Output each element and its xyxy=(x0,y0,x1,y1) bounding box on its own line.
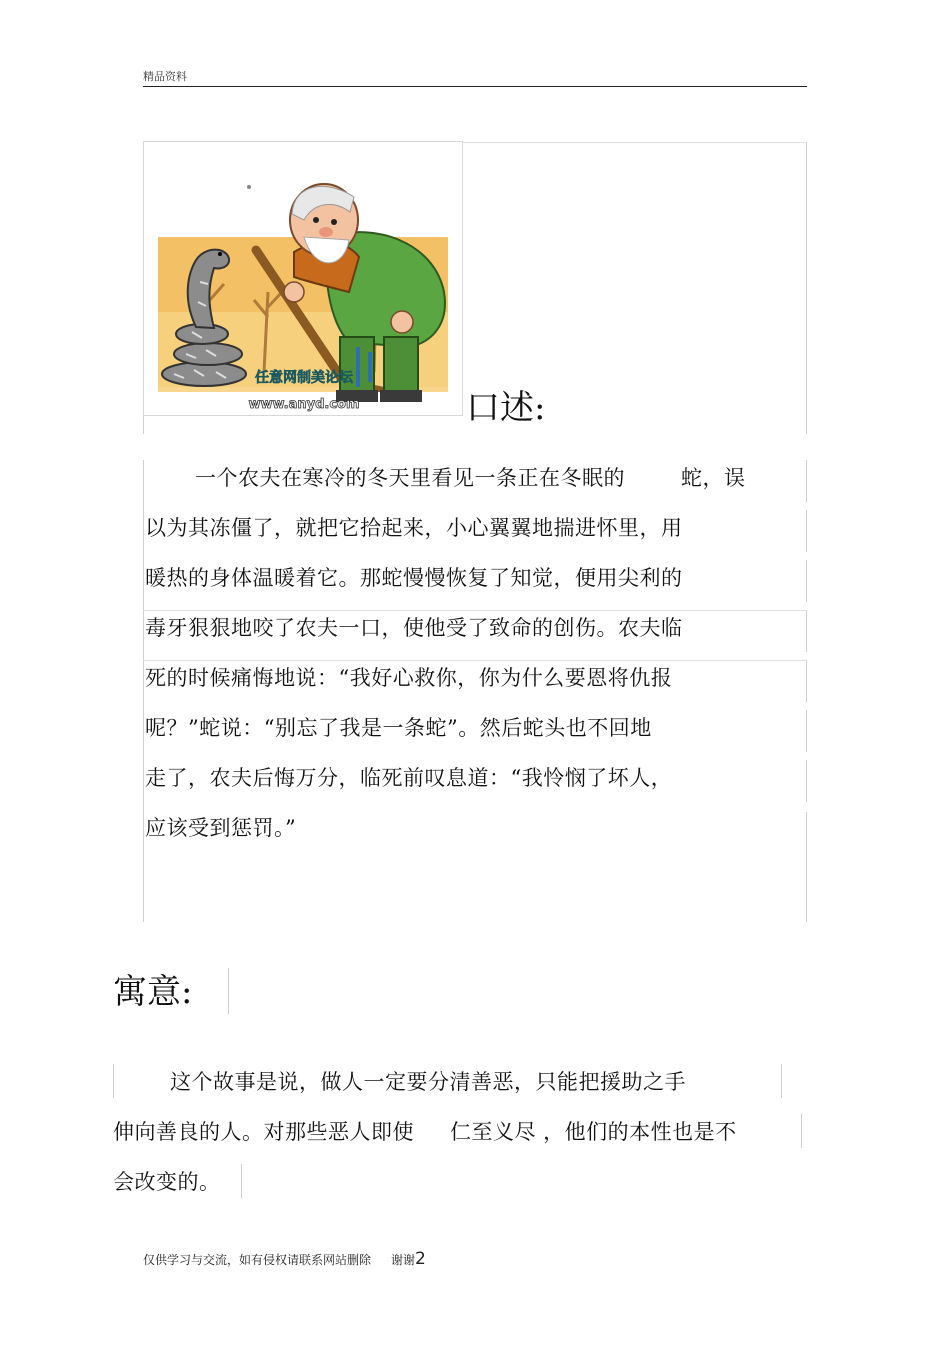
watermark-top: 任意网制美论坛 xyxy=(255,370,353,386)
frame-line-right xyxy=(801,1114,802,1148)
frame-line-right xyxy=(806,812,807,922)
header-rule xyxy=(143,86,807,87)
frame-line-left xyxy=(143,416,144,434)
frame-line-left xyxy=(143,460,144,922)
footer-thanks: 谢谢 xyxy=(391,1253,416,1267)
farmer-snake-illustration xyxy=(143,141,463,416)
frame-line-right xyxy=(806,710,807,752)
frame-line-top xyxy=(463,142,807,143)
story-line-1 xyxy=(195,463,746,493)
frame-line-right xyxy=(806,142,807,434)
frame-line-right xyxy=(241,1164,242,1198)
frame-line-right xyxy=(806,510,807,552)
story-line-5: 死的时候痛悔地说：“我好心救你，你为什么要恩将仇报 xyxy=(145,666,673,690)
story-line-7: 走了，农夫后悔万分，临死前叹息道：“我怜悯了坏人， xyxy=(145,766,673,790)
story-line-3: 暖热的身体温暖着它。那蛇慢慢恢复了知觉，便用尖利的 xyxy=(145,566,683,590)
story-line-6: 呢？”蛇说：“别忘了我是一条蛇”。然后蛇头也不回地 xyxy=(145,716,652,740)
moral-line-1: 这个故事是说，做人一定要分清善恶，只能把援助之手 xyxy=(170,1070,686,1094)
moral-title: 寓意: xyxy=(113,972,193,1012)
frame-line-right xyxy=(806,660,807,702)
moral-line-2 xyxy=(113,1117,737,1147)
frame-line-right xyxy=(806,760,807,802)
footer xyxy=(143,1249,426,1269)
frame-line-right xyxy=(781,1064,782,1098)
frame-line-right xyxy=(806,610,807,652)
moral-line-2-before: 伸向善良的人。对那些恶人即使 xyxy=(113,1120,414,1144)
watermark-bottom: www.anyd.com xyxy=(248,397,360,412)
story-line-1-before: 一个农夫在寒冷的冬天里看见一条正在冬眠的 xyxy=(195,466,625,490)
frame-line-left xyxy=(113,1064,114,1098)
frame-line-right xyxy=(806,460,807,502)
frame-line-right xyxy=(806,560,807,602)
moral-line-2-after: 仁至义尽 ，他们的本性也是不 xyxy=(450,1120,737,1144)
header-label: 精品资料 xyxy=(143,70,187,83)
frame-line-right xyxy=(228,968,229,1014)
footer-text: 仅供学习与交流，如有侵权请联系网站删除 xyxy=(143,1253,372,1267)
illustration-graphic xyxy=(144,142,463,416)
story-title: 口述: xyxy=(466,388,546,428)
moral-line-3: 会改变的。 xyxy=(113,1170,221,1194)
page-number: 2 xyxy=(415,1249,426,1269)
story-line-2: 以为其冻僵了，就把它拾起来，小心翼翼地揣进怀里，用 xyxy=(145,516,683,540)
story-line-8: 应该受到惩罚。” xyxy=(145,816,297,840)
frame-line-row xyxy=(143,660,807,661)
story-line-4: 毒牙狠狠地咬了农夫一口，使他受了致命的创伤。农夫临 xyxy=(145,616,683,640)
story-line-1-after: 蛇，误 xyxy=(681,466,746,490)
frame-line-row xyxy=(143,610,807,611)
